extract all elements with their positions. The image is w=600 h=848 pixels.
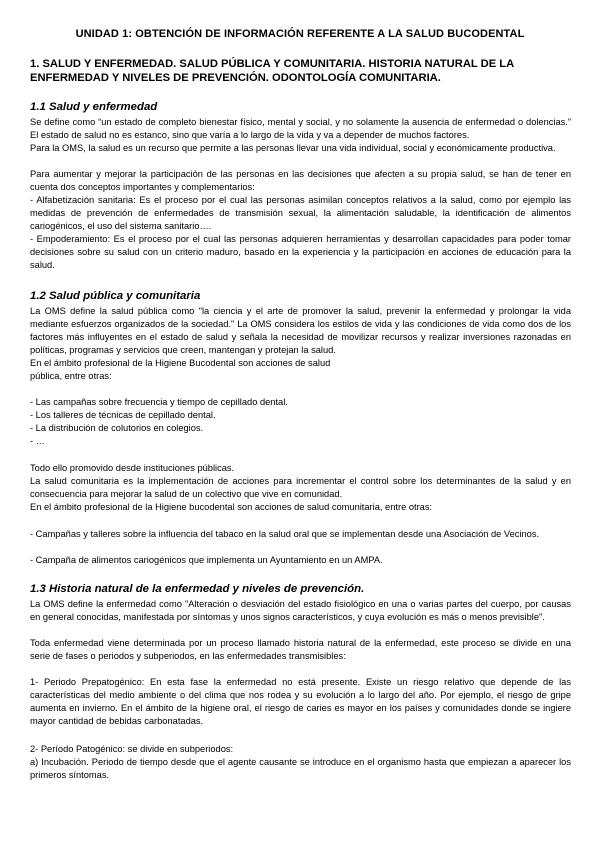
s12-paragraph-ambito-comunitaria: En el ámbito profesional de la Higiene bucodental son acciones de salud comunitaria, entre otras:: [30, 502, 433, 512]
s13-paragraph-prepatogenico: 1- Periodo Prepatogénico: En esta fase la enfermedad no está presente. Existe un riesgo relativo que depende de las características del medio ambiente o del clima que nos rodea y su evolución a lo largo del año. Por ejemplo, el riesgo de gripe aumenta en invierno. En el ámbito de la higiene oral, el riesgo de caries es mayor en los países y comunidades donde se ingiere mayor cantidad de bebidas carbonatadas.: [30, 677, 571, 726]
s11-item-alfabetizacion: - Alfabetización sanitaria: Es el proceso por el cual las personas asimilan conceptos relativos a la salud, como por ejemplo las medidas de prevención de enfermedades de transmisión sexual, la alimentación saludable, la identificación de alimentos cariogénicos, el uso del sistema sanitario….: [30, 195, 571, 231]
s11-paragraph-participation: Para aumentar y mejorar la participación de las personas en las decisiones que afecten a su propia salud, se han de tener en cuenta dos conceptos importantes y complementarios:: [30, 169, 571, 192]
s13-paragraph-incubacion: a) Incubación. Periodo de tiempo desde que el agente causante se introduce en el organismo hasta que empiezan a aparecer los primeros síntomas.: [30, 757, 571, 780]
s12-paragraph-ambito-line1: En el ámbito profesional de la Higiene Bucodental son acciones de salud: [30, 358, 331, 368]
s12-paragraph-definition: La OMS define la salud pública como "la ciencia y el arte de promover la salud, prevenir la enfermedad y prolongar la vida mediante esfuerzos organizados de la sociedad." La OMS considera los estilos de vida y las condiciones de vida como dos de los factores más influyentes en el estado de salud y señala la necesidad de movilizar recursos y realizar inversiones razonadas en políticas, programas y servicios que creen, mantengan y protejan la salud.: [30, 306, 571, 355]
list-item: - …: [30, 436, 45, 446]
s11-paragraph-oms: Para la OMS, la salud es un recurso que permite a las personas llevar una vida individual, social y económicamente productiva.: [30, 143, 556, 153]
s11-paragraph-definition: Se define como “un estado de completo bienestar físico, mental y social, y no solamente la ausencia de enfermedad o dolencias.” El estado de salud no es estanco, sino que varía a lo largo de la vida y va a depender de muchos factores.: [30, 117, 571, 140]
list-item: - Los talleres de técnicas de cepillado dental.: [30, 410, 216, 420]
document-title: UNIDAD 1: OBTENCIÓN DE INFORMACIÓN REFERENTE A LA SALUD BUCODENTAL: [75, 28, 525, 40]
s12-paragraph-comunitaria: La salud comunitaria es la implementación de acciones para incrementar el control sobre los determinantes de la salud y en consecuencia para mejorar la salud de un colectivo que vive en comunidad.: [30, 476, 571, 499]
section-1-1-heading: 1.1 Salud y enfermedad: [30, 101, 158, 113]
s13-paragraph-definition: La OMS define la enfermedad como "Alteración o desviación del estado fisiológico en una o varias partes del cuerpo, por causas en general conocidas, manifestada por síntomas y unos signos característicos, y cuya evolución es más o menos previsible".: [30, 599, 571, 622]
list-item: - Campaña de alimentos cariogénicos que implementa un Ayuntamiento en un AMPA.: [30, 555, 383, 565]
list-item: - La distribución de colutorios en colegios.: [30, 423, 204, 433]
list-item: - Campañas y talleres sobre la influencia del tabaco en la salud oral que se implementan desde una Asociación de Vecinos.: [30, 529, 540, 539]
s13-paragraph-historia: Toda enfermedad viene determinada por un proceso llamado historia natural de la enfermedad, este proceso se divide en una serie de fases o periodos y subperiodos, en las enfermedades transmisibles:: [30, 638, 571, 661]
s12-paragraph-instituciones: Todo ello promovido desde instituciones públicas.: [30, 463, 235, 473]
s13-paragraph-patogenico: 2- Período Patogénico: se divide en subperiodos:: [30, 744, 234, 754]
section-1-heading: 1. SALUD Y ENFERMEDAD. SALUD PÚBLICA Y COMUNITARIA. HISTORIA NATURAL DE LA ENFERMEDAD Y NIVELES DE PREVENCIÓN. ODONTOLOGÍA COMUNITARIA.: [30, 58, 514, 84]
s12-paragraph-ambito-line2: pública, entre otras:: [30, 371, 112, 381]
section-1-3-heading: 1.3 Historia natural de la enfermedad y niveles de prevención.: [30, 583, 365, 595]
s11-item-empoderamiento: - Empoderamiento: Es el proceso por el cual las personas adquieren herramientas y desarrollan capacidades para poder tomar decisiones sobre su salud con un criterio maduro, basado en la experiencia y la participación en acciones de educación para la salud.: [30, 234, 571, 270]
list-item: - Las campañas sobre frecuencia y tiempo de cepillado dental.: [30, 397, 288, 407]
section-1-2-heading: 1.2 Salud pública y comunitaria: [30, 290, 201, 302]
